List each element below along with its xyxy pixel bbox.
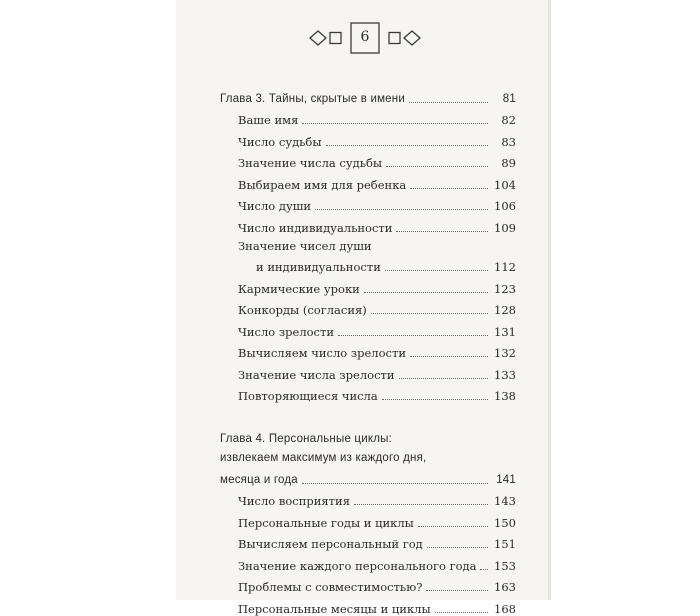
- dot-leader: [302, 483, 488, 484]
- page-ref: 82: [501, 113, 516, 127]
- toc-item[interactable]: [220, 508, 516, 530]
- toc-item-line1[interactable]: [220, 235, 516, 253]
- dot-leader: [354, 504, 488, 505]
- toc-item[interactable]: [220, 213, 516, 235]
- page-ref: 81: [502, 92, 516, 105]
- page-header-ornament: [300, 18, 430, 58]
- item-label: Значение каждого персонального года: [238, 558, 477, 573]
- toc-chapter-4[interactable]: [220, 465, 516, 487]
- item-label: Вычисляем персональный год: [238, 537, 423, 551]
- toc-item[interactable]: [220, 487, 516, 509]
- item-label: Повторяющиеся числа: [238, 389, 378, 403]
- dot-leader: [382, 399, 488, 400]
- item-label: Значение числа судьбы: [238, 156, 383, 170]
- item-label: Ваше имя: [238, 113, 299, 127]
- dot-leader: [371, 313, 488, 314]
- page-number: 6: [360, 29, 370, 45]
- dot-leader: [427, 547, 488, 548]
- item-label: Персональные месяцы и циклы: [238, 601, 431, 616]
- page-ref: 150: [494, 515, 516, 530]
- toc-item[interactable]: [220, 106, 516, 128]
- dot-leader: [480, 569, 488, 570]
- toc-chapter-3[interactable]: [220, 84, 516, 106]
- item-label: Выбираем имя для ребенка: [238, 177, 407, 192]
- dot-leader: [302, 123, 488, 124]
- item-label: Число зрелости: [238, 324, 335, 339]
- dot-leader: [396, 231, 488, 232]
- page-ref: 109: [494, 220, 516, 235]
- page-ref: 163: [494, 580, 516, 594]
- toc-item[interactable]: [220, 530, 516, 552]
- item-label: Число индивидуальности: [238, 220, 393, 235]
- item-label: Число души: [238, 199, 312, 213]
- toc-item[interactable]: [220, 149, 516, 171]
- toc-item[interactable]: [220, 573, 516, 595]
- page-ref: 133: [494, 367, 516, 382]
- chapter-4-section: [220, 427, 516, 616]
- item-label: и индивидуальности: [256, 260, 381, 274]
- page-ref: 89: [501, 156, 516, 170]
- dot-leader: [426, 590, 488, 591]
- item-label: Конкорды (согласия): [238, 303, 367, 317]
- dot-leader: [435, 612, 488, 613]
- dot-leader: [385, 270, 488, 271]
- page-ref: 83: [501, 134, 516, 149]
- page-ref: 153: [494, 558, 516, 573]
- toc-item[interactable]: [220, 339, 516, 361]
- toc-chapter-4-line2[interactable]: [220, 446, 516, 465]
- toc-item[interactable]: [220, 253, 516, 275]
- dot-leader: [409, 102, 488, 103]
- toc-item[interactable]: [220, 360, 516, 382]
- chapter-title: извлекаем максимум из каждого дня,: [220, 452, 427, 464]
- page-edge: [548, 0, 551, 600]
- item-label: Значение чисел души: [238, 238, 372, 253]
- page-ref: 112: [494, 260, 516, 274]
- page-ref: 106: [494, 199, 516, 213]
- dot-leader: [338, 335, 488, 336]
- dot-leader: [410, 188, 488, 189]
- toc-item[interactable]: [220, 594, 516, 616]
- toc-item[interactable]: [220, 296, 516, 318]
- page-ref: 138: [494, 389, 516, 403]
- toc-chapter-4-line1[interactable]: [220, 427, 516, 446]
- toc-item[interactable]: [220, 192, 516, 214]
- page-ref: 131: [494, 324, 516, 339]
- item-label: Вычисляем число зрелости: [238, 346, 407, 360]
- page-ref: 132: [494, 346, 516, 360]
- dot-leader: [315, 209, 488, 210]
- dot-leader: [399, 378, 488, 379]
- chapter-title: Глава 4. Персональные циклы:: [220, 433, 392, 445]
- toc-item[interactable]: [220, 127, 516, 149]
- page-ref: 104: [494, 177, 516, 192]
- page-ref: 141: [496, 473, 516, 486]
- dot-leader: [418, 526, 488, 527]
- page-ref: 168: [494, 601, 516, 616]
- page-ref: 123: [494, 281, 516, 296]
- toc-item[interactable]: [220, 317, 516, 339]
- item-label: Число восприятия: [238, 494, 350, 508]
- page-ref: 143: [494, 494, 516, 508]
- dot-leader: [326, 145, 488, 146]
- page-ref: 128: [494, 303, 516, 317]
- toc-item[interactable]: [220, 382, 516, 404]
- chapter-title: месяца и года: [220, 473, 298, 486]
- item-label: Число судьбы: [238, 134, 322, 149]
- toc-item[interactable]: [220, 274, 516, 296]
- chapter-title: Глава 3. Тайны, скрытые в имени: [220, 92, 405, 105]
- item-label: Персональные годы и циклы: [238, 515, 414, 530]
- page-ref: 151: [494, 537, 516, 551]
- item-label: Значение числа зрелости: [238, 367, 395, 382]
- toc-item[interactable]: [220, 170, 516, 192]
- chapter-3-section: [220, 84, 516, 403]
- table-of-contents: [220, 84, 516, 616]
- dot-leader: [386, 166, 488, 167]
- item-label: Кармические уроки: [238, 281, 360, 296]
- toc-item[interactable]: [220, 551, 516, 573]
- dot-leader: [410, 356, 488, 357]
- item-label: Проблемы с совместимостью?: [238, 580, 423, 594]
- dot-leader: [364, 292, 488, 293]
